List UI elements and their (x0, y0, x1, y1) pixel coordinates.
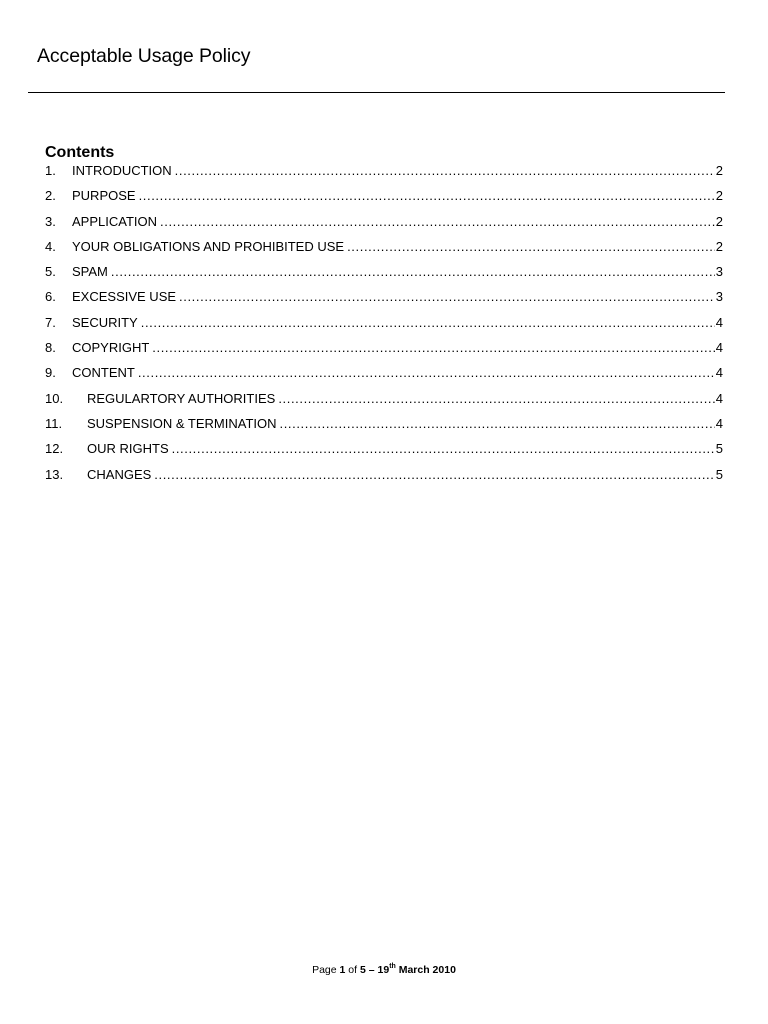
toc-entry-spam[interactable] (45, 262, 723, 287)
toc-entry-obligations[interactable] (45, 237, 723, 262)
toc-entry-application[interactable] (45, 212, 723, 237)
toc-entry-label: YOUR OBLIGATIONS AND PROHIBITED USE (72, 238, 345, 254)
document-title: Acceptable Usage Policy (37, 45, 251, 67)
page-footer (0, 964, 768, 976)
toc-entry-number: 6. (45, 289, 56, 305)
toc-entry-copyright[interactable] (45, 338, 723, 363)
toc-entry-introduction[interactable] (45, 161, 723, 186)
toc-entry-number: 3. (45, 213, 56, 229)
toc-entry-purpose[interactable] (45, 186, 723, 211)
toc-dot-leader (160, 212, 715, 231)
toc-entry-label: EXCESSIVE USE (72, 289, 177, 305)
toc-dot-leader (141, 313, 715, 332)
toc-entry-label: SECURITY (72, 314, 138, 330)
toc-dot-leader (152, 338, 714, 357)
toc-entry-number: 11. (45, 415, 63, 431)
toc-dot-leader (179, 287, 715, 306)
toc-entry-page: 3 (715, 264, 723, 280)
toc-dot-leader (172, 439, 715, 458)
toc-entry-label: OUR RIGHTS (87, 441, 169, 457)
toc-dot-leader (175, 161, 715, 180)
toc-entry-label: SPAM (72, 264, 108, 280)
toc-entry-label: REGULARTORY AUTHORITIES (87, 390, 276, 406)
toc-entry-our-rights[interactable] (45, 439, 723, 464)
toc-entry-label: COPYRIGHT (72, 340, 150, 356)
toc-entry-page: 4 (715, 390, 723, 406)
toc-entry-number: 1. (45, 163, 56, 178)
toc-entry-page: 3 (715, 289, 723, 305)
toc-entry-number: 9. (45, 365, 56, 381)
toc-entry-page: 2 (715, 163, 723, 178)
footer-of-word: of (348, 964, 358, 976)
footer-date-day-suffix: th (389, 963, 396, 970)
toc-entry-excessive-use[interactable] (45, 287, 723, 312)
toc-entry-page: 5 (715, 466, 723, 482)
footer-current-page: 1 (339, 964, 346, 976)
toc-entry-content[interactable] (45, 363, 723, 388)
toc-entry-page: 4 (715, 314, 723, 330)
footer-separator: – (368, 964, 375, 976)
toc-dot-leader (111, 262, 715, 281)
footer-total-pages: 5 (359, 964, 366, 976)
toc-dot-leader (138, 363, 715, 382)
toc-entry-number: 7. (45, 314, 56, 330)
toc-entry-number: 4. (45, 238, 56, 254)
toc-entry-security[interactable] (45, 313, 723, 338)
toc-entry-page: 2 (715, 238, 723, 254)
toc-dot-leader (154, 465, 714, 484)
footer-date-day: 19 (377, 964, 390, 976)
toc-dot-leader (139, 186, 715, 205)
footer-page-word: Page (312, 964, 337, 976)
toc-entry-page: 2 (715, 213, 723, 229)
toc-entry-page: 4 (715, 365, 723, 381)
toc-entry-regulatory-authorities[interactable] (45, 389, 723, 414)
toc-entry-page: 4 (715, 415, 723, 431)
toc-entry-label: CHANGES (87, 466, 152, 482)
toc-entry-page: 4 (715, 340, 723, 356)
toc-dot-leader (278, 389, 714, 408)
toc-entry-number: 2. (45, 188, 56, 204)
toc-entry-number: 5. (45, 264, 56, 280)
toc-entry-label: CONTENT (72, 365, 135, 381)
toc-entry-number: 13. (45, 466, 64, 482)
contents-heading: Contents (45, 144, 115, 161)
table-of-contents (45, 161, 723, 490)
toc-entry-label: SUSPENSION & TERMINATION (87, 415, 277, 431)
toc-entry-page: 5 (715, 441, 723, 457)
toc-entry-page: 2 (715, 188, 723, 204)
toc-entry-suspension-termination[interactable] (45, 414, 723, 439)
toc-entry-number: 12. (45, 441, 64, 457)
toc-entry-changes[interactable] (45, 465, 723, 490)
toc-entry-label: PURPOSE (72, 188, 136, 204)
toc-dot-leader (347, 237, 715, 256)
toc-entry-number: 10. (45, 390, 64, 406)
toc-entry-label: APPLICATION (72, 213, 158, 229)
toc-entry-label: INTRODUCTION (72, 163, 172, 178)
footer-date-month-year: March 2010 (398, 964, 456, 976)
toc-entry-number: 8. (45, 340, 56, 356)
toc-dot-leader (280, 414, 715, 433)
header-divider (28, 92, 725, 93)
